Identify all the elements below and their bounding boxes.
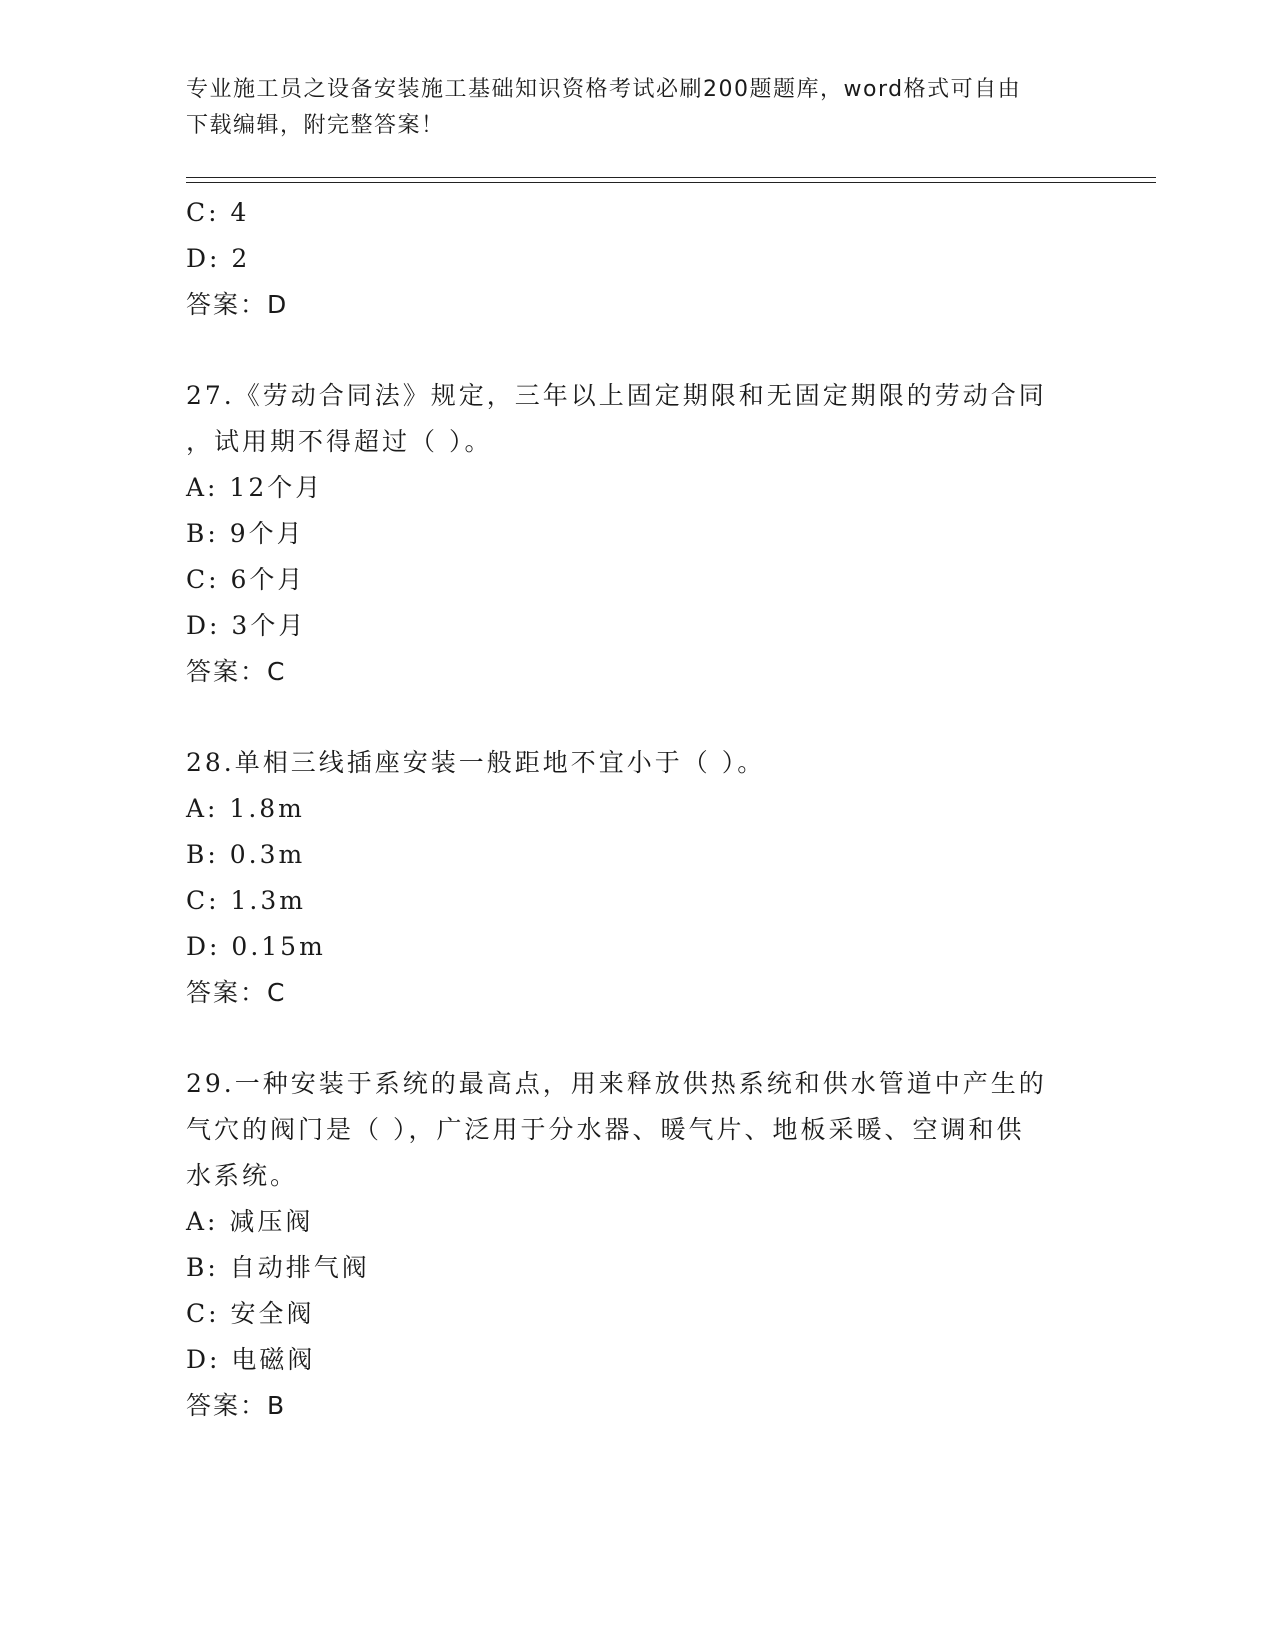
question-text — [186, 373, 1086, 465]
option-c: C: 6个月 — [186, 565, 306, 594]
question-28 — [186, 740, 1086, 1016]
option-d: D: 0.15m — [186, 932, 326, 961]
option-c: C: 安全阀 — [186, 1299, 315, 1328]
option-d: D: 2 — [186, 244, 251, 273]
answer-line: 答案：C — [186, 978, 287, 1007]
answer-line: 答案：D — [186, 290, 289, 319]
answer-line: 答案：B — [186, 1391, 287, 1420]
header-line-1: 专业施工员之设备安装施工基础知识资格考试必刷200题题库，word格式可自由 — [186, 77, 1022, 102]
option-d: D: 电磁阀 — [186, 1345, 316, 1374]
question-26-continued — [186, 190, 1086, 328]
document-header — [186, 72, 1066, 144]
question-list — [186, 190, 1086, 1429]
header-divider-bottom — [186, 182, 1156, 183]
question-text-line: ，试用期不得超过（ ）。 — [186, 427, 493, 456]
option-a: A: 1.8m — [186, 794, 305, 823]
option-c: C: 4 — [186, 198, 250, 227]
question-text-line: 气穴的阀门是（ ），广泛用于分水器、暖气片、地板采暖、空调和供 — [186, 1115, 1025, 1144]
question-29 — [186, 1061, 1086, 1429]
question-text-line: 27.《劳动合同法》规定，三年以上固定期限和无固定期限的劳动合同 — [186, 381, 1047, 410]
question-text-line: 29.一种安装于系统的最高点，用来释放供热系统和供水管道中产生的 — [186, 1069, 1047, 1098]
header-divider-top — [186, 177, 1156, 178]
option-b: B: 9个月 — [186, 519, 305, 548]
question-27 — [186, 373, 1086, 695]
option-d: D: 3个月 — [186, 611, 307, 640]
option-a: A: 12个月 — [186, 473, 324, 502]
header-line-2: 下载编辑，附完整答案！ — [186, 113, 445, 138]
option-c: C: 1.3m — [186, 886, 306, 915]
question-text — [186, 1061, 1086, 1199]
option-b: B: 0.3m — [186, 840, 306, 869]
option-b: B: 自动排气阀 — [186, 1253, 370, 1282]
question-text-line: 28.单相三线插座安装一般距地不宜小于（ ）。 — [186, 748, 766, 777]
question-text-line: 水系统。 — [186, 1161, 299, 1190]
question-text — [186, 740, 1086, 786]
answer-line: 答案：C — [186, 657, 287, 686]
option-a: A: 减压阀 — [186, 1207, 314, 1236]
